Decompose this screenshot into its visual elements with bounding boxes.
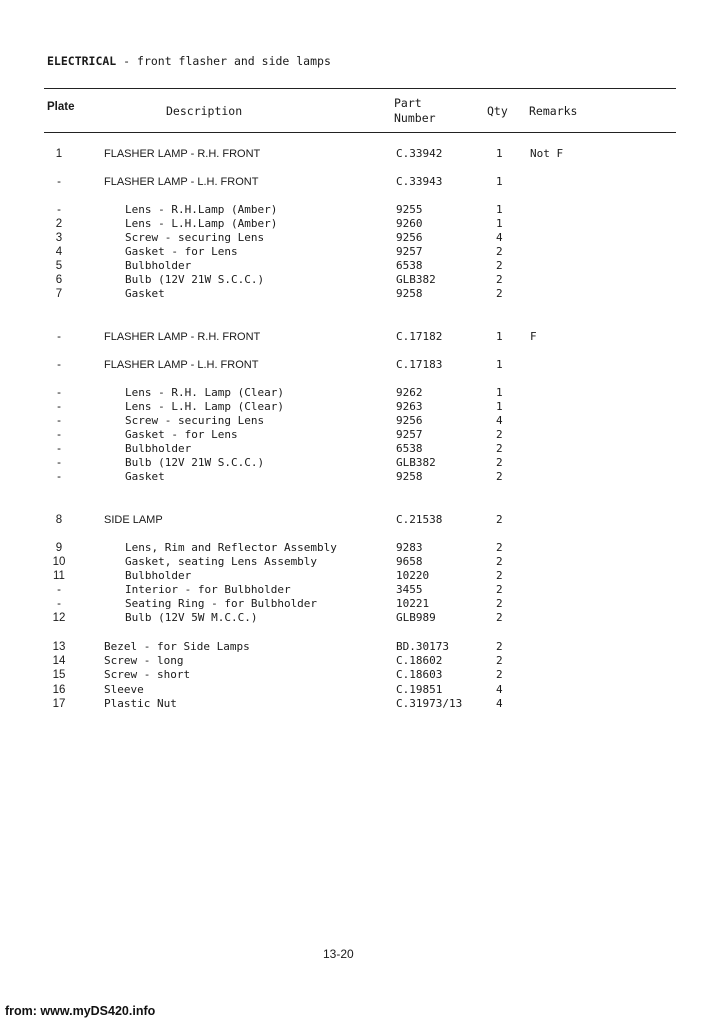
plate-cell: 13 — [52, 641, 66, 653]
remarks-cell: F — [530, 330, 537, 343]
plate-cell: - — [57, 387, 61, 399]
table-row — [0, 287, 723, 301]
part-number-cell: C.18602 — [396, 654, 443, 667]
source-footer: from: www.myDS420.info — [5, 1004, 156, 1018]
description-cell: Lens, Rim and Reflector Assembly — [125, 541, 337, 554]
table-row — [0, 175, 723, 189]
part-number-cell: 10221 — [396, 597, 430, 610]
description-cell: Gasket - for Lens — [125, 428, 238, 441]
part-number-cell: C.21538 — [396, 513, 443, 526]
description-cell: Lens - R.H.Lamp (Amber) — [125, 203, 278, 216]
part-number-cell: C.31973/13 — [396, 697, 463, 710]
qty-cell: 2 — [496, 583, 503, 596]
description-cell: Lens - R.H. Lamp (Clear) — [125, 386, 284, 399]
plate-cell: 17 — [52, 698, 66, 710]
description-cell: Lens - L.H. Lamp (Clear) — [125, 400, 284, 413]
table-row — [0, 428, 723, 442]
part-number-cell: GLB382 — [396, 456, 436, 469]
description-cell: Seating Ring - for Bulbholder — [125, 597, 318, 610]
part-number-cell: C.17182 — [396, 330, 443, 343]
description-cell: Bulb (12V 5W M.C.C.) — [125, 611, 258, 624]
part-number-cell: C.17183 — [396, 358, 443, 371]
part-number-cell: 10220 — [396, 569, 430, 582]
plate-cell: 1 — [55, 148, 63, 160]
qty-cell: 1 — [496, 147, 503, 160]
table-row — [0, 597, 723, 611]
description-cell: Bulb (12V 21W S.C.C.) — [125, 273, 265, 286]
part-number-cell: 9257 — [396, 245, 423, 258]
qty-cell: 2 — [496, 513, 503, 526]
qty-cell: 2 — [496, 245, 503, 258]
part-number-cell: 9258 — [396, 287, 423, 300]
part-number-cell: 9255 — [396, 203, 423, 216]
table-row — [0, 259, 723, 273]
qty-cell: 1 — [496, 386, 503, 399]
plate-cell: - — [57, 598, 61, 610]
qty-cell: 1 — [496, 203, 503, 216]
description-cell: Sleeve — [104, 683, 144, 696]
plate-cell: 4 — [55, 246, 63, 258]
table-row — [0, 358, 723, 372]
qty-cell: 2 — [496, 640, 503, 653]
qty-cell: 2 — [496, 287, 503, 300]
description-cell: Gasket - for Lens — [125, 245, 238, 258]
qty-cell: 1 — [496, 400, 503, 413]
table-row — [0, 513, 723, 527]
table-row — [0, 541, 723, 555]
description-cell: FLASHER LAMP - R.H. FRONT — [104, 331, 261, 343]
plate-cell: - — [57, 429, 61, 441]
qty-cell: 2 — [496, 259, 503, 272]
table-row — [0, 683, 723, 697]
part-number-cell: C.19851 — [396, 683, 443, 696]
qty-cell: 2 — [496, 668, 503, 681]
table-row — [0, 386, 723, 400]
part-number-cell: 6538 — [396, 259, 423, 272]
plate-cell: 15 — [52, 669, 66, 681]
column-header-plate: Plate — [47, 101, 75, 113]
plate-cell: 5 — [55, 260, 63, 272]
plate-cell: 14 — [52, 655, 66, 667]
plate-cell: - — [57, 204, 61, 216]
qty-cell: 1 — [496, 175, 503, 188]
description-cell: Screw - securing Lens — [125, 414, 265, 427]
plate-cell: - — [57, 584, 61, 596]
plate-cell: - — [57, 457, 61, 469]
part-number-cell: 9658 — [396, 555, 423, 568]
description-cell: FLASHER LAMP - L.H. FRONT — [104, 176, 259, 188]
plate-cell: - — [57, 176, 61, 188]
qty-cell: 2 — [496, 597, 503, 610]
plate-cell: - — [57, 359, 61, 371]
plate-cell: - — [57, 401, 61, 413]
description-cell: Bezel - for Side Lamps — [104, 640, 250, 653]
part-number-cell: GLB382 — [396, 273, 436, 286]
part-number-cell: 3455 — [396, 583, 423, 596]
plate-cell: 3 — [55, 232, 63, 244]
table-row — [0, 654, 723, 668]
description-cell: FLASHER LAMP - R.H. FRONT — [104, 148, 261, 160]
description-cell: Screw - securing Lens — [125, 231, 265, 244]
table-row — [0, 668, 723, 682]
plate-cell: - — [57, 331, 61, 343]
column-header-description: Description — [166, 104, 243, 118]
page-title-rest: - front flasher and side lamps — [116, 54, 331, 68]
table-row — [0, 414, 723, 428]
table-row — [0, 203, 723, 217]
qty-cell: 2 — [496, 273, 503, 286]
description-cell: Gasket — [125, 287, 165, 300]
plate-cell: - — [57, 471, 61, 483]
page-title — [47, 54, 331, 68]
table-row — [0, 456, 723, 470]
table-row — [0, 400, 723, 414]
qty-cell: 2 — [496, 654, 503, 667]
table-top-rule — [44, 88, 676, 89]
table-row — [0, 231, 723, 245]
qty-cell: 2 — [496, 569, 503, 582]
plate-cell: 7 — [55, 288, 63, 300]
part-number-cell: 9262 — [396, 386, 423, 399]
table-row — [0, 245, 723, 259]
qty-cell: 2 — [496, 541, 503, 554]
part-number-cell: 9258 — [396, 470, 423, 483]
column-header-part-line1: Part — [394, 96, 422, 110]
table-row — [0, 330, 723, 344]
plate-cell: - — [57, 415, 61, 427]
qty-cell: 2 — [496, 428, 503, 441]
table-row — [0, 147, 723, 161]
description-cell: Bulbholder — [125, 259, 192, 272]
part-number-cell: 6538 — [396, 442, 423, 455]
part-number-cell: 9256 — [396, 414, 423, 427]
description-cell: Interior - for Bulbholder — [125, 583, 291, 596]
plate-cell: 16 — [52, 684, 66, 696]
part-number-cell: 9257 — [396, 428, 423, 441]
description-cell: Bulbholder — [125, 569, 192, 582]
description-cell: Plastic Nut — [104, 697, 177, 710]
description-cell: Gasket — [125, 470, 165, 483]
table-row — [0, 611, 723, 625]
qty-cell: 2 — [496, 470, 503, 483]
table-row — [0, 273, 723, 287]
description-cell: Gasket, seating Lens Assembly — [125, 555, 318, 568]
description-cell: Lens - L.H.Lamp (Amber) — [125, 217, 278, 230]
qty-cell: 2 — [496, 442, 503, 455]
table-row — [0, 640, 723, 654]
part-number-cell: 9260 — [396, 217, 423, 230]
header-bottom-rule — [44, 132, 676, 133]
qty-cell: 1 — [496, 330, 503, 343]
table-row — [0, 442, 723, 456]
part-number-cell: GLB989 — [396, 611, 436, 624]
part-number-cell: C.33942 — [396, 147, 443, 160]
part-number-cell: C.33943 — [396, 175, 443, 188]
part-number-cell: 9283 — [396, 541, 423, 554]
plate-cell: 11 — [53, 570, 65, 582]
qty-cell: 2 — [496, 611, 503, 624]
table-row — [0, 470, 723, 484]
description-cell: Screw - long — [104, 654, 184, 667]
table-row — [0, 217, 723, 231]
description-cell: Bulbholder — [125, 442, 192, 455]
qty-cell: 4 — [496, 697, 503, 710]
qty-cell: 1 — [496, 358, 503, 371]
description-cell: Bulb (12V 21W S.C.C.) — [125, 456, 265, 469]
plate-cell: 2 — [55, 218, 63, 230]
column-header-qty: Qty — [487, 104, 508, 118]
column-header-remarks: Remarks — [529, 104, 578, 118]
page-number: 13-20 — [323, 947, 354, 961]
table-row — [0, 583, 723, 597]
plate-cell: 6 — [55, 274, 63, 286]
table-row — [0, 569, 723, 583]
plate-cell: 10 — [52, 556, 66, 568]
table-row — [0, 697, 723, 711]
plate-cell: 9 — [55, 542, 63, 554]
remarks-cell: Not F — [530, 147, 564, 160]
plate-cell: - — [57, 443, 61, 455]
description-cell: FLASHER LAMP - L.H. FRONT — [104, 359, 259, 371]
part-number-cell: 9263 — [396, 400, 423, 413]
plate-cell: 12 — [52, 612, 66, 624]
column-header-part-line2: Number — [394, 111, 436, 125]
qty-cell: 4 — [496, 231, 503, 244]
description-cell: SIDE LAMP — [104, 514, 163, 526]
qty-cell: 2 — [496, 555, 503, 568]
qty-cell: 4 — [496, 683, 503, 696]
plate-cell: 8 — [55, 514, 63, 526]
part-number-cell: C.18603 — [396, 668, 443, 681]
qty-cell: 2 — [496, 456, 503, 469]
qty-cell: 1 — [496, 217, 503, 230]
part-number-cell: 9256 — [396, 231, 423, 244]
qty-cell: 4 — [496, 414, 503, 427]
part-number-cell: BD.30173 — [396, 640, 449, 653]
table-row — [0, 555, 723, 569]
description-cell: Screw - short — [104, 668, 191, 681]
page-title-lead: ELECTRICAL — [47, 54, 117, 68]
